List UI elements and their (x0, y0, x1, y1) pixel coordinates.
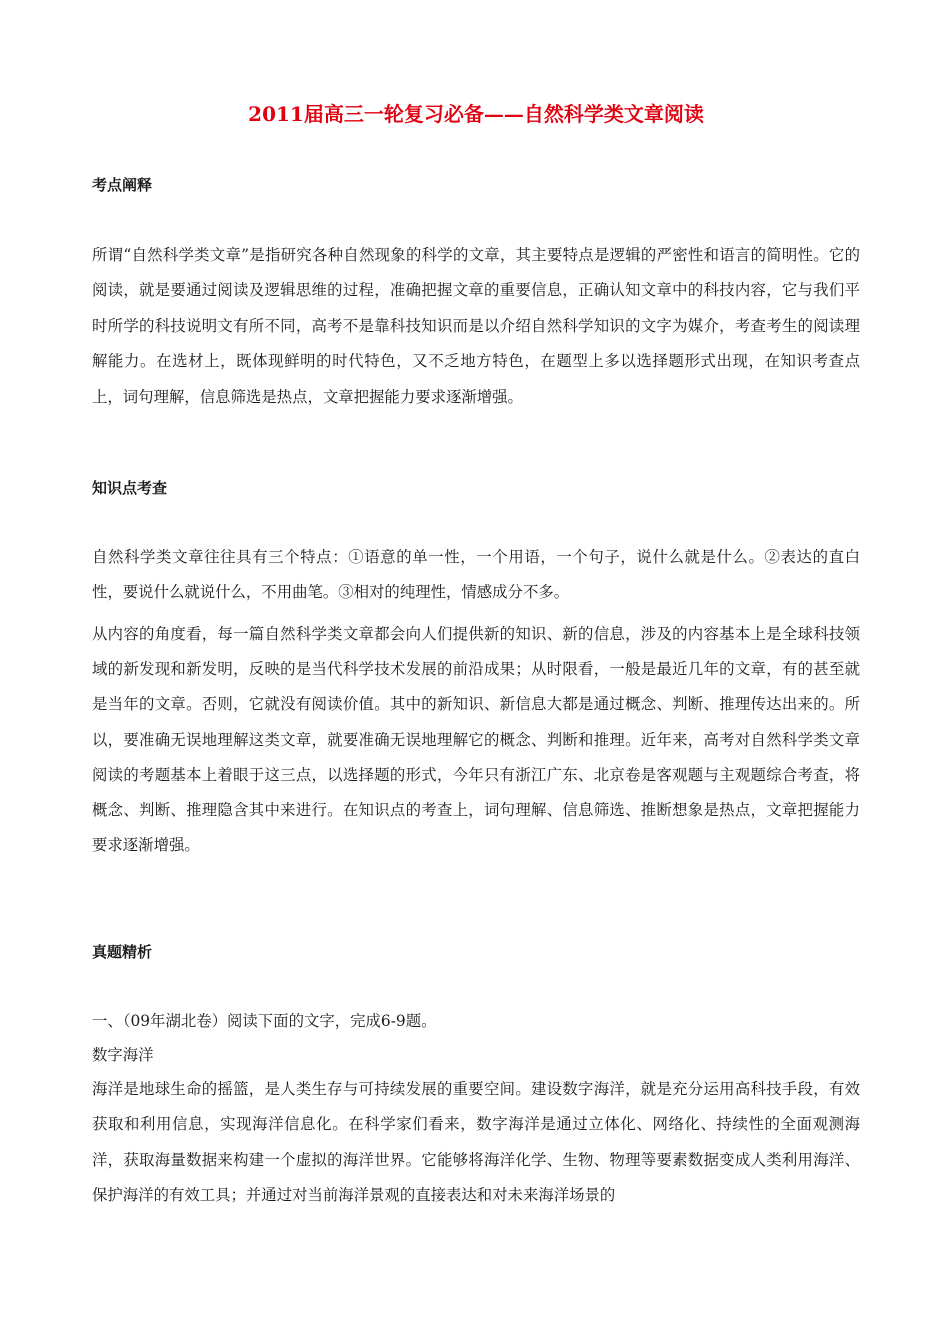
section-heading-zhishidian: 知识点考查 (92, 479, 168, 497)
article-paragraph: 海洋是地球生命的摇篮，是人类生存与可持续发展的重要空间。建设数字海洋，就是充分运用高科技手段，有效获取和利用信息，实现海洋信息化。在科学家们看来，数字海洋是通过立体化、网络化、持续性的全面观测海洋，获取海量数据来构建一个虚拟的海洋世界。它能够将海洋化学、生物、物理等要素数据变成人类利用海洋、保护海洋的有效工具；并通过对当前海洋景观的直接表达和对未来海洋场景的 (92, 1080, 860, 1205)
section-heading-kaodian: 考点阐释 (92, 176, 153, 194)
document-title: 2011届高三一轮复习必备——自然科学类文章阅读 (248, 102, 704, 126)
paragraph-kaodian: 所谓“自然科学类文章”是指研究各种自然现象的科学的文章，其主要特点是逻辑的严密性和语言的简明性。它的阅读，就是要通过阅读及逻辑思维的过程，准确把握文章的重要信息，正确认知文章中的科技内容，它与我们平时所学的科技说明文有所不同，高考不是靠科技知识而是以介绍自然科学知识的文字为媒介，考查考生的阅读理解能力。在选材上，既体现鲜明的时代特色，又不乏地方特色，在题型上多以选择题形式出现，在知识考查点上，词句理解，信息筛选是热点，文章把握能力要求逐渐增强。 (92, 246, 860, 406)
section-heading-zhenti: 真题精析 (92, 943, 153, 961)
paragraph-zhishidian-1: 自然科学类文章往往具有三个特点：①语意的单一性，一个用语，一个句子，说什么就是什么。②表达的直白性，要说什么就说什么，不用曲笔。③相对的纯理性，情感成分不多。 (92, 548, 860, 602)
paragraph-zhishidian-2: 从内容的角度看，每一篇自然科学类文章都会向人们提供新的知识、新的信息，涉及的内容基本上是全球科技领域的新发现和新发明，反映的是当代科学技术发展的前沿成果；从时限看，一般是最近几年的文章，有的甚至就是当年的文章。否则，它就没有阅读价值。其中的新知识、新信息大都是通过概念、判断、推理传达出来的。所以，要准确无误地理解这类文章，就要准确无误地理解它的概念、判断和推理。近年来，高考对自然科学类文章阅读的考题基本上着眼于这三点，以选择题的形式，今年只有浙江广东、北京卷是客观题与主观题综合考查，将概念、判断、推理隐含其中来进行。在知识点的考查上，词句理解、信息筛选、推断想象是热点，文章把握能力要求逐渐增强。 (92, 625, 860, 855)
question-intro: 一、（09年湖北卷）阅读下面的文字，完成6-9题。 (92, 1012, 437, 1030)
article-title: 数字海洋 (92, 1046, 154, 1064)
